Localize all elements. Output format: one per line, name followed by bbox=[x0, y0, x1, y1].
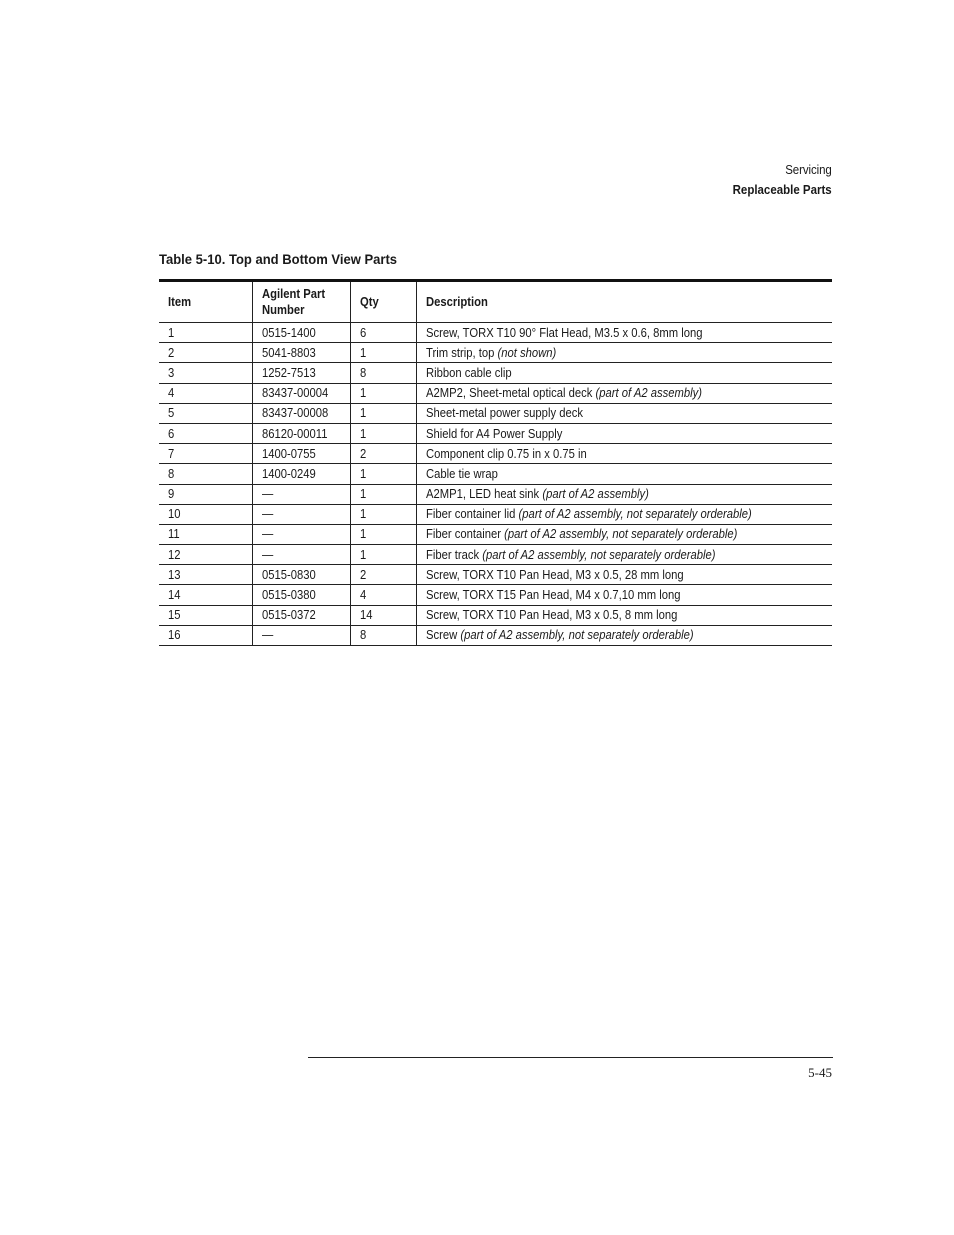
table-row bbox=[159, 625, 832, 645]
footer-rule bbox=[308, 1057, 833, 1058]
table-row bbox=[159, 464, 832, 484]
qty-cell: 2 bbox=[350, 565, 416, 585]
description-note: (part of A2 assembly) bbox=[594, 386, 702, 401]
part-number-cell: 83437-00004 bbox=[252, 383, 350, 403]
description-cell bbox=[416, 565, 832, 585]
table-row bbox=[159, 423, 832, 443]
description-cell bbox=[416, 484, 832, 504]
item-cell: 14 bbox=[159, 585, 252, 605]
description-note: (part of A2 assembly) bbox=[541, 487, 649, 502]
table-row bbox=[159, 383, 832, 403]
column-header-part-number: Agilent Part Number bbox=[252, 281, 350, 323]
table-row bbox=[159, 545, 832, 565]
table-row bbox=[159, 343, 832, 363]
qty-cell: 1 bbox=[350, 504, 416, 524]
description-cell bbox=[416, 343, 832, 363]
qty-cell: 2 bbox=[350, 444, 416, 464]
item-cell: 11 bbox=[159, 524, 252, 544]
section-name: Replaceable Parts bbox=[732, 183, 832, 197]
table-row bbox=[159, 565, 832, 585]
description-text: Component clip 0.75 in x 0.75 in bbox=[425, 446, 587, 461]
description-cell bbox=[416, 504, 832, 524]
part-number-cell: 1252-7513 bbox=[252, 363, 350, 383]
description-cell bbox=[416, 524, 832, 544]
part-number-cell: — bbox=[252, 625, 350, 645]
part-number-cell: — bbox=[252, 504, 350, 524]
description-cell bbox=[416, 363, 832, 383]
description-cell bbox=[416, 625, 832, 645]
item-cell: 7 bbox=[159, 444, 252, 464]
part-number-cell: 0515-0380 bbox=[252, 585, 350, 605]
description-cell bbox=[416, 383, 832, 403]
part-number-cell: 5041-8803 bbox=[252, 343, 350, 363]
description-cell bbox=[416, 423, 832, 443]
table-row bbox=[159, 585, 832, 605]
description-text: Shield for A4 Power Supply bbox=[425, 426, 562, 441]
column-header-description: Description bbox=[416, 281, 832, 323]
part-number-cell: — bbox=[252, 524, 350, 544]
table-row bbox=[159, 605, 832, 625]
table-row bbox=[159, 484, 832, 504]
qty-cell: 1 bbox=[350, 383, 416, 403]
item-cell: 9 bbox=[159, 484, 252, 504]
description-cell bbox=[416, 464, 832, 484]
table-row bbox=[159, 524, 832, 544]
table-title: Table 5-10. Top and Bottom View Parts bbox=[159, 251, 398, 267]
table-row bbox=[159, 403, 832, 423]
table-header-row bbox=[159, 281, 832, 323]
description-cell bbox=[416, 585, 832, 605]
qty-cell: 1 bbox=[350, 423, 416, 443]
item-cell: 5 bbox=[159, 403, 252, 423]
item-cell: 16 bbox=[159, 625, 252, 645]
page-number: 5-45 bbox=[808, 1065, 832, 1080]
item-cell: 10 bbox=[159, 504, 252, 524]
description-text: Trim strip, top bbox=[425, 345, 494, 360]
description-note: (part of A2 assembly, not separately orderable) bbox=[459, 628, 694, 643]
description-note: (not shown) bbox=[496, 345, 556, 360]
chapter-name: Servicing bbox=[785, 163, 832, 177]
description-text: Cable tie wrap bbox=[425, 466, 498, 481]
qty-cell: 6 bbox=[350, 323, 416, 343]
qty-cell: 14 bbox=[350, 605, 416, 625]
description-text: A2MP1, LED heat sink bbox=[425, 487, 539, 502]
part-number-cell: — bbox=[252, 545, 350, 565]
parts-table-body bbox=[159, 323, 832, 646]
description-text: Fiber container bbox=[425, 527, 501, 542]
description-cell bbox=[416, 545, 832, 565]
qty-cell: 8 bbox=[350, 625, 416, 645]
description-text: Ribbon cable clip bbox=[425, 365, 512, 380]
description-text: Sheet-metal power supply deck bbox=[425, 406, 583, 421]
description-text: Screw, TORX T10 Pan Head, M3 x 0.5, 8 mm long bbox=[425, 608, 677, 623]
qty-cell: 1 bbox=[350, 343, 416, 363]
table-row bbox=[159, 504, 832, 524]
item-cell: 2 bbox=[159, 343, 252, 363]
description-text: Screw, TORX T10 90° Flat Head, M3.5 x 0.6, 8mm long bbox=[425, 325, 703, 340]
column-header-qty: Qty bbox=[350, 281, 416, 323]
qty-cell: 1 bbox=[350, 403, 416, 423]
part-number-cell: 0515-0830 bbox=[252, 565, 350, 585]
item-cell: 15 bbox=[159, 605, 252, 625]
running-head bbox=[724, 161, 832, 201]
item-cell: 12 bbox=[159, 545, 252, 565]
description-cell bbox=[416, 605, 832, 625]
qty-cell: 1 bbox=[350, 524, 416, 544]
description-text: Screw bbox=[425, 628, 457, 643]
part-number-cell: 86120-00011 bbox=[252, 423, 350, 443]
item-cell: 4 bbox=[159, 383, 252, 403]
table-row bbox=[159, 323, 832, 343]
description-text: Fiber container lid bbox=[425, 507, 515, 522]
item-cell: 8 bbox=[159, 464, 252, 484]
description-text: Screw, TORX T10 Pan Head, M3 x 0.5, 28 mm long bbox=[425, 567, 684, 582]
table-row bbox=[159, 444, 832, 464]
description-note: (part of A2 assembly, not separately orderable) bbox=[503, 527, 737, 542]
item-cell: 13 bbox=[159, 565, 252, 585]
part-number-cell: — bbox=[252, 484, 350, 504]
part-number-cell: 0515-0372 bbox=[252, 605, 350, 625]
qty-cell: 1 bbox=[350, 545, 416, 565]
qty-cell: 1 bbox=[350, 484, 416, 504]
parts-table bbox=[159, 279, 832, 646]
column-header-item: Item bbox=[159, 281, 252, 323]
part-number-cell: 83437-00008 bbox=[252, 403, 350, 423]
description-text: A2MP2, Sheet-metal optical deck bbox=[425, 386, 592, 401]
part-number-cell: 1400-0755 bbox=[252, 444, 350, 464]
part-number-cell: 1400-0249 bbox=[252, 464, 350, 484]
item-cell: 1 bbox=[159, 323, 252, 343]
description-note: (part of A2 assembly, not separately orderable) bbox=[481, 547, 716, 562]
description-text: Screw, TORX T15 Pan Head, M4 x 0.7,10 mm long bbox=[425, 588, 681, 603]
qty-cell: 4 bbox=[350, 585, 416, 605]
description-cell bbox=[416, 444, 832, 464]
table-row bbox=[159, 363, 832, 383]
qty-cell: 8 bbox=[350, 363, 416, 383]
part-number-cell: 0515-1400 bbox=[252, 323, 350, 343]
description-text: Fiber track bbox=[425, 547, 479, 562]
item-cell: 6 bbox=[159, 423, 252, 443]
item-cell: 3 bbox=[159, 363, 252, 383]
qty-cell: 1 bbox=[350, 464, 416, 484]
description-cell bbox=[416, 323, 832, 343]
description-cell bbox=[416, 403, 832, 423]
description-note: (part of A2 assembly, not separately orderable) bbox=[518, 507, 752, 522]
